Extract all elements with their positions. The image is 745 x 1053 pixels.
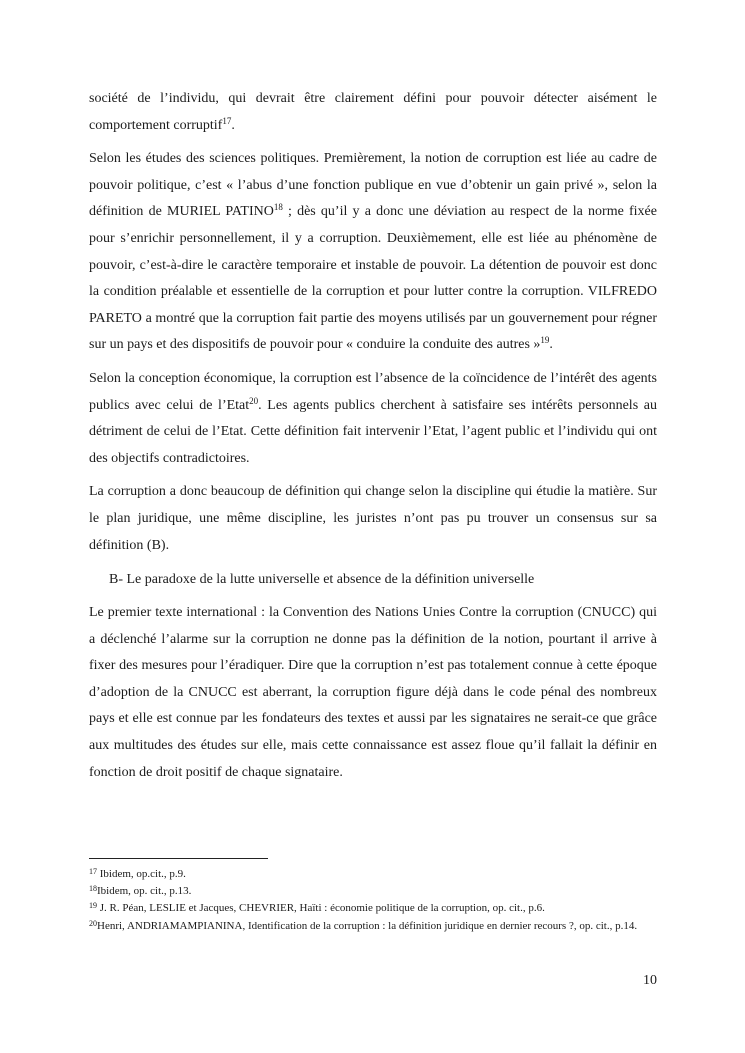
footnote-separator	[89, 858, 268, 859]
paragraph-5: Le premier texte international : la Convention des Nations Unies Contre la corruption (CNUCC) qui a déclenché l’alarme sur la corruption ne donne pas la définition de la notion, pourtant il arrive à fixer des mesures pour l’éradiquer. Dire que la corruption n’est pas totalement connue à cette époque d’adoption de la CNUCC est aberrant, la corruption figure déjà dans le code pénal des nombreux pays et elle est connue par les fondateurs des textes et aussi par les signataires ne serait-ce que grâce aux multitudes des études sur elle, mais cette connaissance est assez floue qu’il fallait la définir en fonction de droit positif de chaque signataire.	[89, 605, 657, 780]
footnote-20: $^{20}$Henri, ANDRIAMAMPIANINA, Identification de la corruption : la définition juridique en dernier recours ?, op. cit., p.14.	[89, 918, 638, 932]
footnote-ref-20: 20	[249, 395, 259, 406]
footnote-ref-18: 18	[273, 202, 283, 213]
paragraph-2: Selon les études des sciences politiques. Premièrement, la notion de corruption est liée au cadre de pouvoir politique, c’est « l’abus d’une fonction publique en vue d’obtenir un gain privé », selon la définition de MURIEL PATINO$^{18}$ ; dès qu’il y a donc une déviation au respect de la norme fixée pour s’enrichir personnellement, il y a corruption. Deuxièmement, elle est liée au phénomène de pouvoir, c’est-à-dire le caractère temporaire et instable de pouvoir. La détention de pouvoir est donc la condition préalable et essentielle de la corruption et pour lutter contre la corruption. VILFREDO PARETO a montré que la corruption fait partie des moyens utilisés par un gouvernement pour régner sur un pays et des dispositifs de pouvoir pour « conduire la conduite des autres »$^{19}$.	[89, 151, 657, 353]
footnotes	[89, 866, 657, 935]
footnote-17: $^{17}$ Ibidem, op.cit., p.9.	[89, 867, 186, 880]
footnote-18: $^{18}$Ibidem, op. cit., p.13.	[89, 884, 192, 898]
document-body	[89, 86, 657, 786]
paragraph-1: société de l’individu, qui devrait être clairement défini pour pouvoir détecter aisément le comportement corruptif$^{17}$.	[89, 91, 657, 133]
paragraph-3: Selon la conception économique, la corruption est l’absence de la coïncidence de l’intérêt des agents publics avec celui de l’Etat$^{20}$. Les agents publics cherchent à satisfaire ses intérêts personnels au détriment de celui de l’Etat. Cette définition fait intervenir l’Etat, l’agent public et l’individu qui ont des objectifs contradictoires.	[89, 370, 657, 466]
section-heading: B- Le paradoxe de la lutte universelle et absence de la définition universelle	[109, 572, 535, 588]
footnote-ref-19: 19	[540, 335, 550, 346]
paragraph-4: La corruption a donc beaucoup de définition qui change selon la discipline qui étudie la matière. Sur le plan juridique, une même discipline, les juristes n’ont pas pu trouver un consensus sur sa définition (B).	[89, 484, 657, 553]
page-number: 10	[643, 973, 657, 988]
footnote-19: $^{19}$ J. R. Péan, LESLIE et Jacques, CHEVRIER, Haïti : économie politique de la corruption, op. cit., p.6.	[89, 901, 545, 915]
footnote-ref-17: 17	[222, 115, 232, 126]
